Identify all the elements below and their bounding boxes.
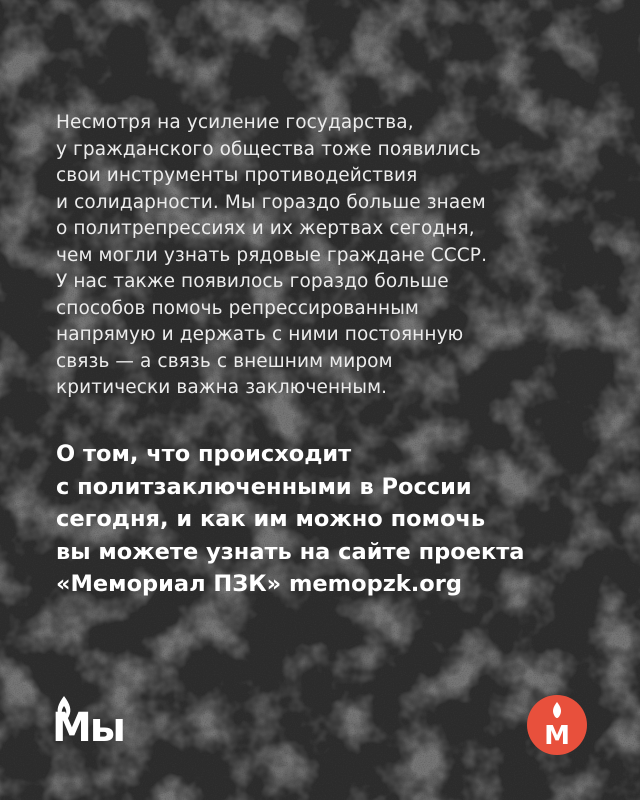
my-logo	[52, 694, 124, 752]
cta-line: с политзаключенными в России	[56, 473, 472, 500]
body-line: чем могли узнать рядовые граждане СССР.	[56, 244, 488, 266]
body-line: напрямую и держать с ними постоянную	[56, 324, 464, 345]
body-paragraph	[56, 110, 616, 402]
cta-line: вы можете узнать на сайте проекта	[56, 538, 525, 565]
body-line: способов помочь репрессированным	[56, 297, 419, 319]
call-to-action	[56, 438, 616, 601]
cta-line: сегодня, и как им можно помочь	[56, 506, 486, 532]
memorial-logo	[526, 694, 588, 756]
memorial-logo-letter: М	[544, 721, 570, 751]
body-line: свои инструменты противодействия	[56, 165, 418, 186]
memorial-flame-m-icon	[526, 694, 588, 756]
body-line: критически важна заключенным.	[56, 377, 388, 398]
body-line: У нас также появилось гораздо больше	[56, 271, 449, 292]
cta-line: О том, что происходит	[56, 441, 352, 467]
body-line: Несмотря на усиление государства,	[56, 112, 414, 133]
my-logo-text: Мы	[52, 705, 124, 751]
body-line: и солидарности. Мы гораздо больше знаем	[56, 191, 486, 213]
body-line: о политрепрессиях и их жертвах сегодня,	[56, 218, 475, 239]
body-line: у гражданского общества тоже появились	[56, 138, 481, 160]
cta-line-with-link[interactable]: «Мемориал ПЗК» memopzk.org	[56, 571, 462, 597]
body-line: связь — а связь с внешним миром	[56, 350, 393, 372]
